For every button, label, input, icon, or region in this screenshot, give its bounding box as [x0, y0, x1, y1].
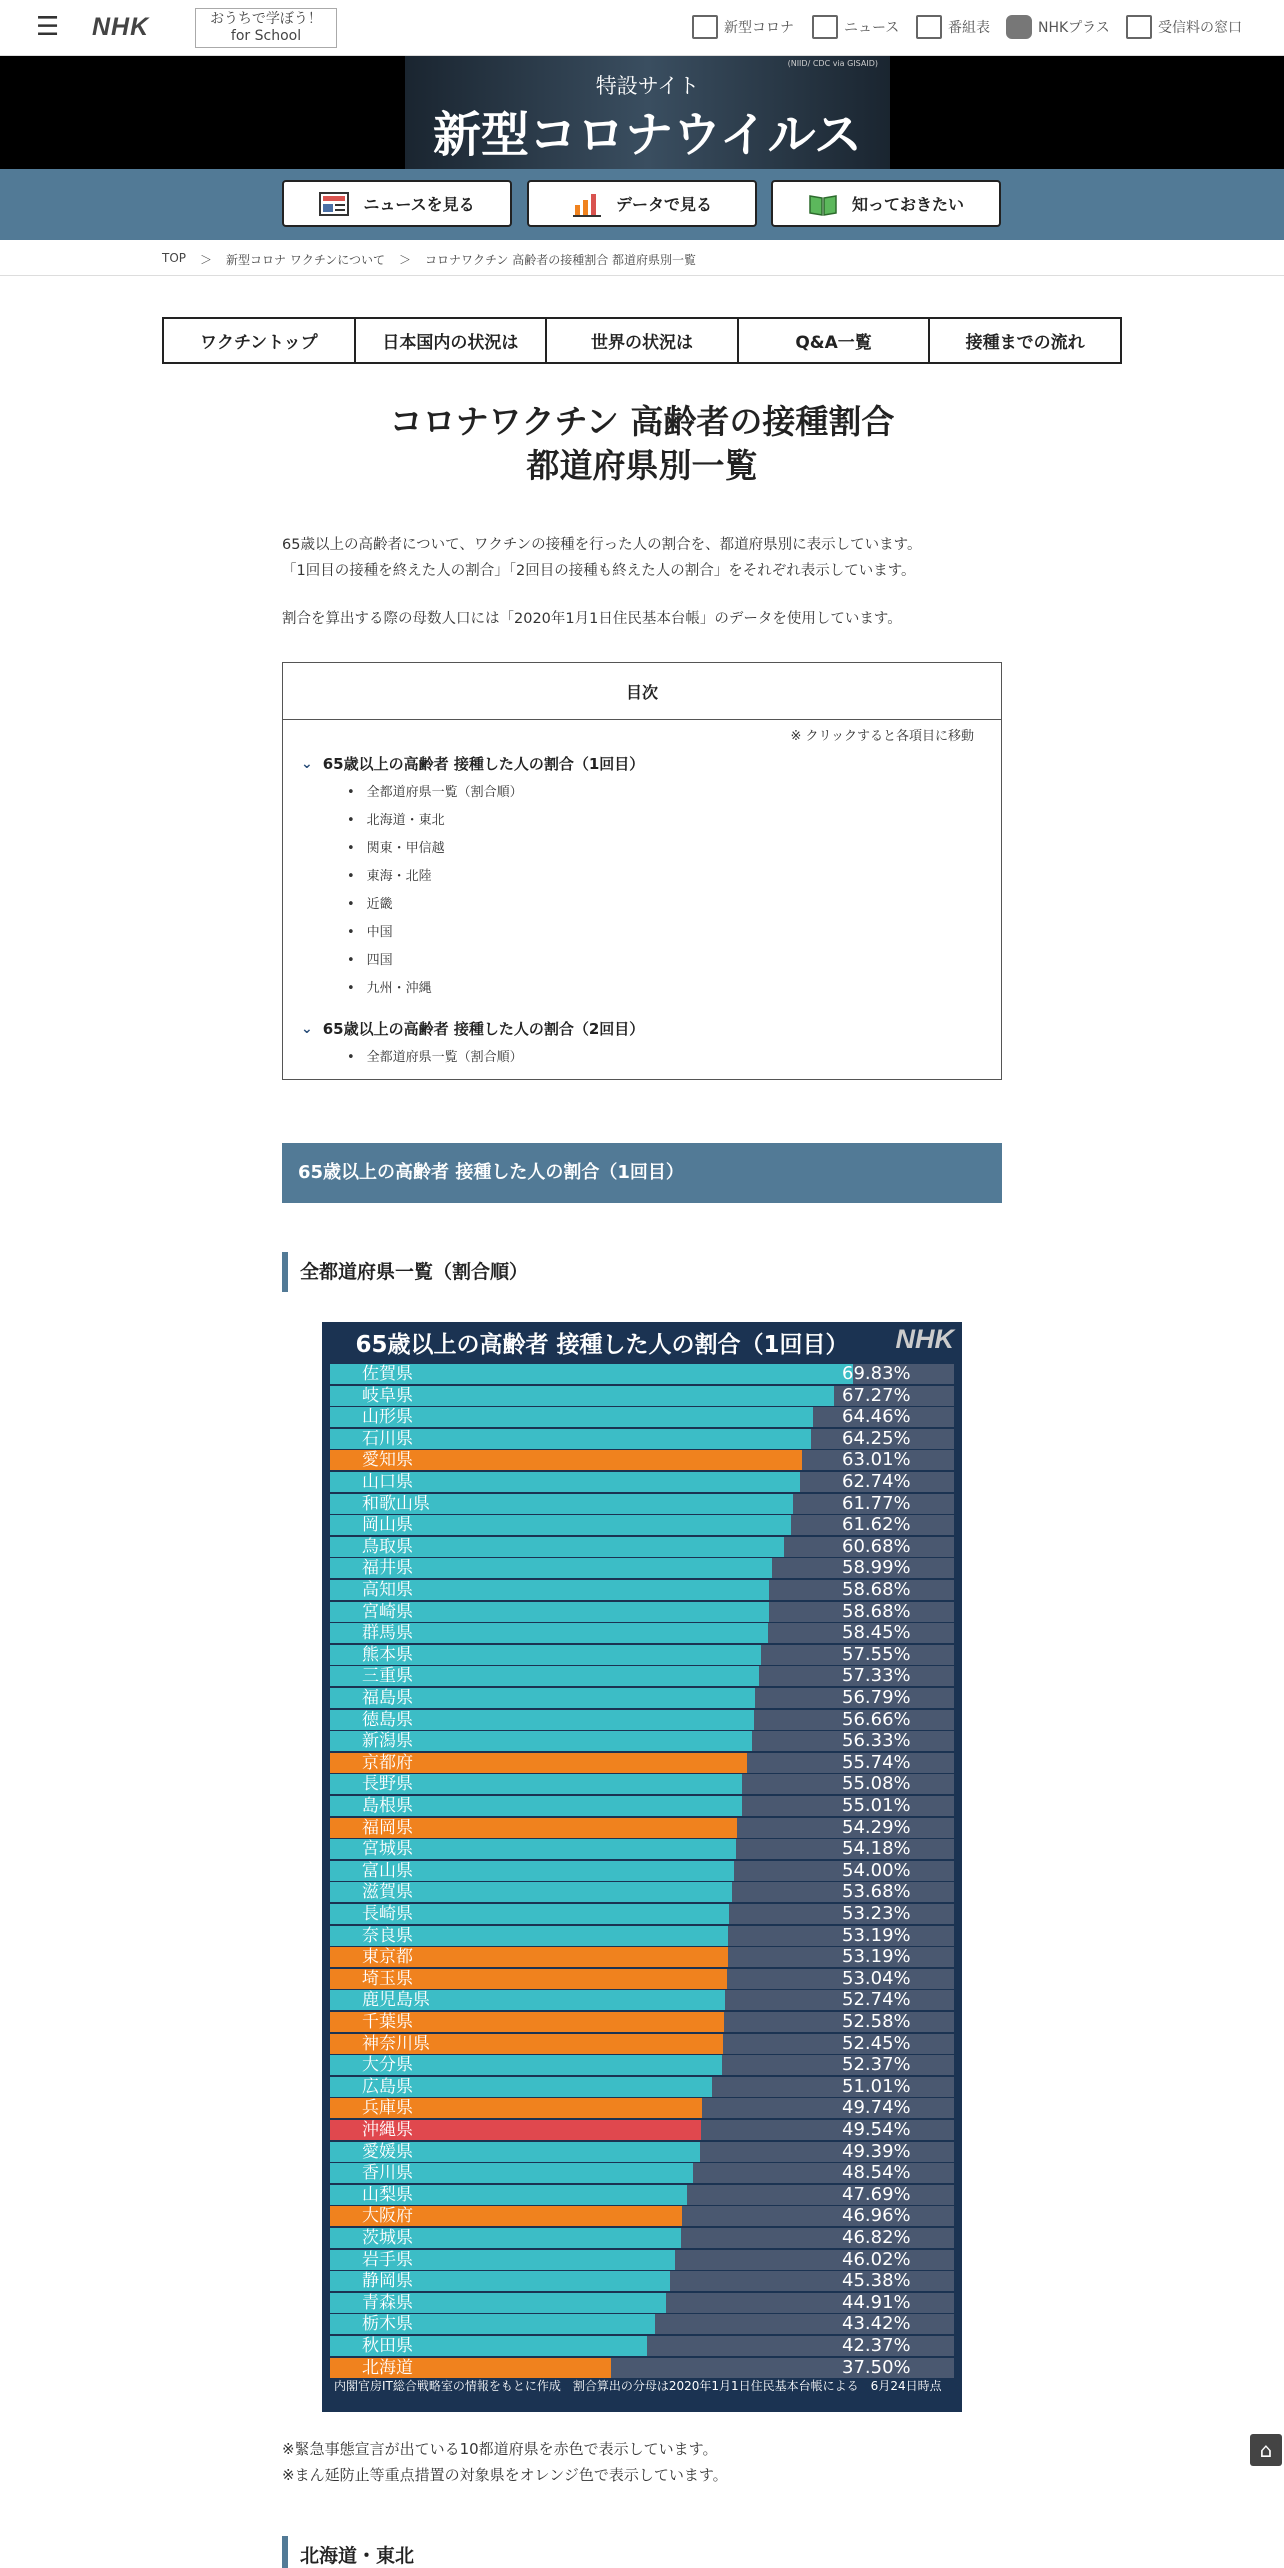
chart-bar-label: 福井県: [362, 1558, 413, 1579]
data-view-button[interactable]: [527, 180, 757, 227]
news-view-button[interactable]: [282, 180, 512, 227]
chart-bar-row: [330, 2012, 954, 2032]
page-title-line1: コロナワクチン 高齢者の接種割合: [389, 402, 895, 441]
chart-bar-label: 岐阜県: [362, 1385, 413, 1406]
chart-value-label: 55.01%: [842, 1795, 911, 1816]
chart-bar-label: 奈良県: [362, 1925, 413, 1946]
chart-value-label: 47.69%: [842, 2183, 911, 2205]
chart-value-label: 54.29%: [842, 1816, 911, 1838]
chart-value-label: 63.01%: [842, 1449, 911, 1471]
section-navbar: [0, 169, 1284, 240]
chart-bar-row: [330, 1839, 954, 1859]
toc-item[interactable]: • 北海道・東北: [347, 807, 523, 835]
breadcrumb: [0, 240, 1284, 276]
nav-news[interactable]: [812, 15, 899, 39]
banner-title: 新型コロナウイルス: [432, 107, 863, 163]
chart-bar-row: [330, 1472, 954, 1492]
chart-bar-label: 滋賀県: [362, 1882, 413, 1903]
chart-value-label: 52.45%: [842, 2032, 911, 2054]
chart-value-label: 53.04%: [842, 1967, 911, 1989]
bar-chart-icon: [572, 191, 602, 217]
chart-bar-label: 沖縄県: [362, 2120, 413, 2140]
chart-bar-label: 山梨県: [362, 2184, 413, 2205]
vaccination-rate-chart: [322, 1322, 962, 2412]
chart-value-label: 49.39%: [842, 2140, 911, 2162]
chart-bar-row: [330, 1580, 954, 1600]
banner-image: [405, 56, 890, 169]
chart-value-label: 37.50%: [842, 2356, 911, 2378]
chart-bar-row: [330, 2163, 954, 2183]
subsection-heading: 全都道府県一覧（割合順）: [282, 1252, 1002, 1292]
chart-value-label: 57.55%: [842, 1643, 911, 1665]
toc-section-2-label: 65歳以上の高齢者 接種した人の割合（2回目）: [322, 1020, 645, 1038]
chart-value-label: 56.66%: [842, 1708, 911, 1730]
hamburger-menu-icon[interactable]: ☰: [36, 12, 60, 42]
chart-bar-row: [330, 1558, 954, 1578]
news-corona-icon: [692, 15, 718, 39]
chart-bar-row: [330, 1537, 954, 1557]
chart-value-label: 52.74%: [842, 1989, 911, 2011]
intro-line-3: 割合を算出する際の母数人口には「2020年1月1日住民基本台帳」のデータを使用しています。: [282, 611, 902, 627]
book-icon: [808, 191, 838, 217]
chart-value-label: 44.91%: [842, 2291, 911, 2313]
chart-bar-row: [330, 1710, 954, 1730]
chart-title: 65歳以上の高齢者 接種した人の割合（1回目）: [355, 1332, 849, 1358]
fee-window-icon: [1126, 15, 1152, 39]
chart-bar-label: 東京都: [362, 1947, 413, 1968]
toc-item[interactable]: • 関東・甲信越: [347, 835, 523, 863]
chart-bar-row: [330, 1904, 954, 1924]
chart-bar-label: 愛媛県: [362, 2141, 413, 2162]
chart-value-label: 46.96%: [842, 2205, 911, 2227]
chart-bar-row: [330, 1407, 954, 1427]
chart-bar-label: 青森県: [362, 2292, 413, 2313]
chart-value-label: 42.37%: [842, 2335, 911, 2356]
chart-value-label: 57.33%: [842, 1665, 911, 1687]
chart-value-label: 46.02%: [842, 2248, 911, 2270]
chart-value-label: 69.83%: [842, 1363, 911, 1384]
newspaper-icon: [319, 191, 349, 217]
chart-bar-row: [330, 1969, 954, 1989]
news-view-label: ニュースを見る: [363, 195, 475, 214]
chart-bar-label: 鳥取県: [362, 1536, 413, 1557]
nav-program[interactable]: [916, 15, 990, 39]
news-icon: [812, 15, 838, 39]
chart-value-label: 58.68%: [842, 1600, 911, 1622]
chart-bar-row: [330, 2271, 954, 2291]
chart-value-label: 56.79%: [842, 1687, 911, 1708]
know-button[interactable]: [771, 180, 1001, 227]
chart-bar-label: 大阪府: [362, 2206, 413, 2227]
chart-value-label: 53.19%: [842, 1924, 911, 1946]
chart-value-label: 55.08%: [842, 1773, 911, 1795]
chart-bar-row: [330, 1364, 954, 1384]
chart-bar-label: 島根県: [362, 1796, 413, 1816]
data-view-label: データで見る: [615, 195, 712, 214]
nav-program-label: 番組表: [948, 20, 990, 36]
chart-bar-row: [330, 2142, 954, 2162]
chart-bar-label: 和歌山県: [362, 1493, 430, 1514]
chart-bar-row: [330, 2034, 954, 2054]
vaccine-tabs: [162, 317, 1122, 364]
chart-bar-row: [330, 1882, 954, 1902]
chart-bar-label: 埼玉県: [362, 1968, 413, 1989]
breadcrumb-separator: ＞: [200, 253, 213, 267]
chart-bar-row: [330, 1774, 954, 1794]
intro-line-2: 「1回目の接種を終えた人の割合」「2回目の接種も終えた人の割合」をそれぞれ表示しています。: [282, 563, 916, 579]
chart-bar-label: 長野県: [362, 1774, 413, 1795]
nav-news-label: ニュース: [844, 20, 900, 36]
tab-qa[interactable]: Q&A一覧: [739, 319, 931, 362]
chart-value-label: 53.23%: [842, 1903, 911, 1924]
intro-line-1: 65歳以上の高齢者について、ワクチンの接種を行った人の割合を、都道府県別に表示しています。: [282, 537, 922, 553]
chart-bar-label: 秋田県: [362, 2336, 413, 2356]
section-heading: 65歳以上の高齢者 接種した人の割合（1回目）: [282, 1143, 1002, 1203]
chart-value-label: 51.01%: [842, 2075, 911, 2097]
chart-bar-label: 岡山県: [362, 1515, 413, 1536]
chart-bar-label: 福島県: [362, 1688, 413, 1708]
toc-list-1: [347, 779, 523, 1003]
toc-item[interactable]: • 全都道府県一覧（割合順）: [347, 1044, 523, 1072]
table-of-contents: [282, 662, 1002, 1080]
chart-bar-label: 徳島県: [362, 1709, 413, 1730]
school-label-2: for School: [230, 28, 302, 44]
chart-bar-row: [330, 2314, 954, 2334]
chart-bar-label: 高知県: [362, 1580, 413, 1600]
chart-bar-label: 愛知県: [362, 1450, 413, 1471]
banner-caption: (NIID/ CDC via GISAID): [787, 59, 878, 68]
chart-value-label: 67.27%: [842, 1384, 911, 1406]
toc-item[interactable]: • 全都道府県一覧（割合順）: [347, 779, 523, 807]
chart-value-label: 49.74%: [842, 2097, 911, 2119]
chart-logo: NHK: [895, 1324, 954, 1354]
chart-bar-label: 富山県: [362, 1860, 413, 1881]
toc-note: ※ クリックすると各項目に移動: [790, 729, 974, 744]
chart-bar-row: [330, 1796, 954, 1816]
chart-bar-label: 長崎県: [362, 1904, 413, 1924]
site-header: [0, 0, 1284, 56]
page-title: [0, 400, 1284, 488]
chart-bar-label: 群馬県: [362, 1623, 413, 1644]
chart-bar-row: [330, 1947, 954, 1967]
chart-bar-row: [330, 1450, 954, 1470]
chart-value-label: 45.38%: [842, 2270, 911, 2292]
chart-bar-label: 石川県: [362, 1428, 413, 1449]
chart-bar-label: 広島県: [362, 2076, 413, 2097]
notes: [282, 2436, 728, 2488]
chart-bar-row: [330, 1602, 954, 1622]
chart-bar-label: 宮崎県: [362, 1601, 413, 1622]
chart-bar-row: [330, 1623, 954, 1643]
chart-bars: [330, 1364, 954, 2384]
breadcrumb-separator: ＞: [399, 253, 412, 267]
special-site-banner[interactable]: [0, 56, 1284, 169]
school-label-1: おうちで学ぼう！: [210, 11, 322, 27]
breadcrumb-current: コロナワクチン 高齢者の接種割合 都道府県別一覧: [425, 253, 697, 267]
chart-bar-row: [330, 2055, 954, 2075]
chart-bar-label: 京都府: [362, 1752, 413, 1773]
chart-bar-label: 三重県: [362, 1666, 413, 1687]
chart-bar-row: [330, 1861, 954, 1881]
chart-bar-label: 神奈川県: [362, 2033, 430, 2054]
toc-section-2[interactable]: [301, 1018, 644, 1039]
toc-section-1[interactable]: [301, 753, 644, 774]
chart-value-label: 48.54%: [842, 2162, 911, 2184]
chart-bar-row: [330, 1515, 954, 1535]
nav-nhkplus[interactable]: [1006, 15, 1110, 39]
chart-bar-label: 兵庫県: [362, 2098, 413, 2119]
nav-corona-label: 新型コロナ: [724, 20, 794, 36]
chart-bar-label: 宮城県: [362, 1839, 413, 1860]
toc-list-2: [347, 1044, 523, 1072]
toc-section-1-label: 65歳以上の高齢者 接種した人の割合（1回目）: [322, 755, 645, 773]
nhk-logo[interactable]: NHK: [92, 13, 150, 41]
banner-subtitle: 特設サイト: [595, 74, 700, 98]
chart-bar-label: 岩手県: [362, 2249, 413, 2270]
chart-value-label: 53.19%: [842, 1946, 911, 1968]
chart-bar-row: [330, 2185, 954, 2205]
chart-bar-row: [330, 1386, 954, 1406]
note-semi-emergency: ※まん延防止等重点措置の対象県をオレンジ色で表示しています。: [282, 2466, 728, 2484]
chart-bar-row: [330, 1645, 954, 1665]
chart-bar-row: [330, 2336, 954, 2356]
chart-bar-label: 山口県: [362, 1472, 413, 1492]
chart-bar-label: 佐賀県: [362, 1364, 413, 1384]
chart-bar-label: 山形県: [362, 1407, 413, 1428]
chart-bar-row: [330, 1818, 954, 1838]
chart-bar-label: 香川県: [362, 2163, 413, 2184]
chart-value-label: 62.74%: [842, 1471, 911, 1492]
chart-bar-row: [330, 2358, 954, 2378]
chart-value-label: 56.33%: [842, 1730, 911, 1752]
chart-footnote: 内閣官房IT総合戦略室の情報をもとに作成 割合算出の分母は2020年1月1日住民基本台帳による 6月24日時点: [334, 2379, 942, 2393]
chart-bar-row: [330, 1494, 954, 1514]
chart-bar-label: 鹿児島県: [362, 1990, 430, 2011]
chart-bar-label: 茨城県: [362, 2228, 413, 2248]
chart-bar-row: [330, 2120, 954, 2140]
nav-corona[interactable]: [692, 15, 794, 39]
chart-value-label: 52.58%: [842, 2011, 911, 2032]
toc-item[interactable]: • 四国: [347, 947, 523, 975]
subsection-heading: 北海道・東北: [282, 2536, 1002, 2568]
breadcrumb-top[interactable]: TOP: [162, 251, 187, 265]
chart-value-label: 43.42%: [842, 2313, 911, 2335]
tab-domestic[interactable]: 日本国内の状況は: [356, 319, 548, 362]
breadcrumb-vaccine[interactable]: 新型コロナ ワクチンについて: [226, 253, 386, 267]
chart-bar-label: 新潟県: [362, 1731, 413, 1752]
chart-value-label: 61.62%: [842, 1514, 911, 1536]
tab-flow[interactable]: 接種までの流れ: [965, 333, 1085, 353]
chart-bar-row: [330, 1731, 954, 1751]
chart-value-label: 64.46%: [842, 1406, 911, 1428]
chart-bar-row: [330, 1688, 954, 1708]
scroll-to-top-button[interactable]: ⌂: [1250, 2434, 1282, 2466]
chart-value-label: 54.18%: [842, 1838, 911, 1860]
chart-bar-row: [330, 2206, 954, 2226]
grid-icon: [916, 15, 942, 39]
chart-bar-label: 大分県: [362, 2055, 413, 2076]
chart-value-label: 58.99%: [842, 1557, 911, 1579]
chart-bar-label: 福岡県: [362, 1817, 413, 1838]
chart-value-label: 55.74%: [842, 1751, 911, 1773]
toc-item[interactable]: • 九州・沖縄: [347, 975, 523, 1003]
chart-value-label: 64.25%: [842, 1427, 911, 1449]
tab-world[interactable]: 世界の状況は: [547, 319, 739, 362]
nav-fee[interactable]: [1126, 15, 1242, 39]
chart-value-label: 49.54%: [842, 2119, 911, 2140]
nav-nhkplus-label: NHKプラス: [1038, 20, 1110, 36]
chart-bar-row: [330, 1753, 954, 1773]
chart-value-label: 54.00%: [842, 1859, 911, 1881]
chart-value-label: 60.68%: [842, 1535, 911, 1557]
for-school-link[interactable]: [195, 8, 337, 48]
chart-bar-row: [330, 2293, 954, 2313]
chart-bar-label: 栃木県: [362, 2314, 413, 2335]
nav-fee-label: 受信料の窓口: [1158, 20, 1242, 36]
chart-bar-row: [330, 1429, 954, 1449]
chart-value-label: 46.82%: [842, 2227, 911, 2248]
chart-bar-label: 北海道: [362, 2357, 413, 2378]
toc-item[interactable]: • 中国: [347, 919, 523, 947]
chart-bar-row: [330, 1990, 954, 2010]
chart-bar-row: [330, 2077, 954, 2097]
chart-value-label: 58.45%: [842, 1622, 911, 1644]
chart-bar-row: [330, 1926, 954, 1946]
chevron-down-icon: ⌄: [301, 1020, 313, 1037]
toc-item[interactable]: • 東海・北陸: [347, 863, 523, 891]
know-label: 知っておきたい: [851, 195, 964, 214]
chart-bar-row: [330, 2228, 954, 2248]
chart-bar-row: [330, 1666, 954, 1686]
chart-value-label: 53.68%: [842, 1881, 911, 1903]
tab-vaccine-top[interactable]: ワクチントップ: [164, 319, 356, 362]
chart-value-label: 61.77%: [842, 1492, 911, 1514]
nhkplus-icon: [1006, 15, 1032, 39]
chart-value-label: 52.37%: [842, 2054, 911, 2076]
intro-text: [282, 532, 1002, 632]
note-emergency: ※緊急事態宣言が出ている10都道府県を赤色で表示しています。: [282, 2440, 718, 2458]
chart-bar-label: 静岡県: [362, 2271, 413, 2292]
chart-bar-row: [330, 2098, 954, 2118]
chart-bar-row: [330, 2250, 954, 2270]
page-title-line2: 都道府県別一覧: [526, 446, 758, 485]
chart-bar-label: 熊本県: [362, 1644, 413, 1665]
toc-heading: 目次: [283, 663, 1001, 720]
chevron-down-icon: ⌄: [301, 755, 313, 772]
toc-item[interactable]: • 近畿: [347, 891, 523, 919]
chart-bar-label: 千葉県: [362, 2012, 413, 2032]
chart-value-label: 58.68%: [842, 1579, 911, 1600]
